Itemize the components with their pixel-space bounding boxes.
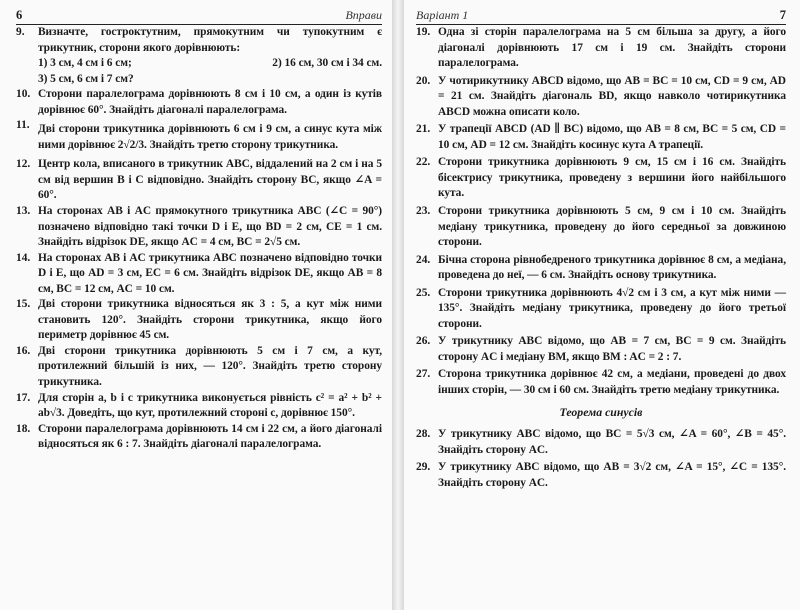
exercise-9-option-2: 2) 16 см, 30 см і 34 см. xyxy=(272,57,382,70)
left-running-head: Вправи xyxy=(345,8,382,22)
exercise-text: Визначте, гостроктутним, прямокутним чи тупокутним є трикутник, сторони якого дорівнюють: xyxy=(38,26,382,54)
exercise-number: 27. xyxy=(416,368,431,381)
exercise-15 xyxy=(16,297,382,344)
exercise-number: 15. xyxy=(16,298,31,311)
left-page-header xyxy=(16,6,382,25)
exercise-text: На сторонах AB і AC трикутника ABC позначено відповідно точки D і E, що AD = 3 см, EC = 6 см. Знайдіть відрізок DE, якщо AB = 8 см, BC = 12 см, AC = 10 см. xyxy=(38,251,382,295)
exercise-text: Сторони трикутника дорівнюють 4√2 см і 3 см, а кут між ними — 135°. Знайдіть медіану трикутника, проведену до його третьої сторони. xyxy=(438,286,786,330)
exercise-text: Дві сторони трикутника дорівнюють 5 см і 7 см, а кут, протилежний більшій із них, — 120°. Знайдіть третю сторону трикутника. xyxy=(38,344,382,389)
exercise-number: 22. xyxy=(416,156,431,169)
exercise-text: У трикутнику ABC відомо, що AB = 7 см, BC = 9 см. Знайдіть сторону AC і медіану BM, якщо BM : AC = 2 : 7. xyxy=(438,335,786,363)
exercise-number: 17. xyxy=(16,391,31,404)
exercise-number: 18. xyxy=(16,422,31,435)
exercise-9-options xyxy=(38,56,382,72)
exercise-text: Для сторін a, b і c трикутника виконується рівність c² = a² + b² + ab√3. Доведіть, що кут, протилежний стороні c, дорівнює 150°. xyxy=(38,391,382,420)
exercise-number: 11. xyxy=(16,119,30,132)
exercise-18 xyxy=(16,422,382,453)
exercise-26 xyxy=(416,334,786,365)
exercise-29 xyxy=(416,460,786,491)
right-running-head: Варіант 1 xyxy=(416,8,469,22)
exercise-text: Сторони паралелограма дорівнюють 14 см і 22 см, а його діагоналі відносяться як 6 : 7. Знайдіть діагоналі паралелограма. xyxy=(38,422,382,451)
exercise-number: 14. xyxy=(16,251,31,264)
left-page-number: 6 xyxy=(16,8,23,22)
exercise-24 xyxy=(416,253,786,284)
exercise-9-option-1: 1) 3 см, 4 см і 6 см; xyxy=(38,57,132,70)
exercise-number: 29. xyxy=(416,461,431,474)
exercise-number: 9. xyxy=(16,26,25,38)
section-title: Теорема синусів xyxy=(559,404,643,419)
exercise-25 xyxy=(416,286,786,333)
exercise-number: 24. xyxy=(416,253,431,266)
exercise-text: Дві сторони трикутника дорівнюють 6 см і 9 см, а синус кута між ними дорівнює 2√2/3. Знайдіть третю сторону трикутника. xyxy=(38,123,382,151)
exercise-21 xyxy=(416,122,786,153)
exercise-text: Сторона трикутника дорівнює 42 см, а медіани, проведені до двох інших сторін, — 30 см і 60 см. Знайдіть третю медіану трикутника. xyxy=(438,368,786,397)
right-page-body xyxy=(416,25,786,491)
exercise-number: 13. xyxy=(16,205,31,218)
exercise-text: Бічна сторона рівнобедреного трикутника дорівнює 8 см, а медіана, проведена до неї, — 6 см. Знайдіть основу трикутника. xyxy=(438,253,786,282)
exercise-22 xyxy=(416,155,786,202)
exercise-10 xyxy=(16,87,382,118)
exercise-text: У чотирикутнику ABCD відомо, що AB = BC = 10 см, CD = 9 см, AD = 21 см. Знайдіть діагональ BD, якщо навколо чотирикутника ABCD можна описати коло. xyxy=(438,74,786,118)
right-page-number: 7 xyxy=(779,8,786,22)
exercise-number: 10. xyxy=(16,88,31,101)
right-page-header xyxy=(416,6,786,25)
exercise-text: Сторони трикутника дорівнюють 5 см, 9 см і 10 см. Знайдіть медіану трикутника, проведену до його середньої за довжиною сторони. xyxy=(438,205,786,249)
exercise-19 xyxy=(416,25,786,72)
exercise-text: Центр кола, вписаного в трикутник ABC, віддалений на 2 см і на 5 см від вершин B і C відповідно. Знайдіть сторону BC, якщо ∠A = 60°. xyxy=(38,158,382,202)
exercise-number xyxy=(16,72,38,88)
book-gutter xyxy=(392,0,404,610)
exercise-number: 25. xyxy=(416,286,431,299)
exercise-23 xyxy=(416,204,786,251)
exercise-text: У трикутнику ABC відомо, що AB = 3√2 см, ∠A = 15°, ∠C = 135°. Знайдіть сторону AC. xyxy=(438,461,786,489)
exercise-27 xyxy=(416,367,786,398)
exercise-number: 12. xyxy=(16,158,31,171)
exercise-20 xyxy=(416,74,786,121)
exercise-number: 21. xyxy=(416,123,431,136)
exercise-number: 23. xyxy=(416,205,431,218)
exercise-text: Сторони паралелограма дорівнюють 8 см і 10 см, а один із кутів дорівнює 60°. Знайдіть діагоналі паралелограма. xyxy=(38,88,382,116)
exercise-16 xyxy=(16,344,382,391)
exercise-9-option-3: 3) 5 см, 6 см і 7 см? xyxy=(38,72,134,85)
exercise-28 xyxy=(416,427,786,458)
exercise-text: Одна зі сторін паралелограма на 5 см більша за другу, а його діагоналі дорівнюють 17 см і 19 см. Знайдіть сторони паралелограма. xyxy=(438,26,786,70)
right-page xyxy=(404,0,800,610)
exercise-13 xyxy=(16,204,382,251)
exercise-text: На сторонах AB і AC прямокутного трикутника ABC (∠C = 90°) позначено відповідно такі точки D і E, що BD = 2 см, CE = 1 см. Знайдіть відрізок DE, якщо AC = 4 см, BC = 2√5 см. xyxy=(38,205,382,249)
exercise-text: У трапеції ABCD (AD ∥ BC) відомо, що AB = 8 см, BC = 5 см, CD = 10 см, AD = 12 см. Знайдіть косинус кута A трапеції. xyxy=(438,123,786,151)
left-page xyxy=(0,0,392,610)
exercise-text: Сторони трикутника дорівнюють 9 см, 15 см і 16 см. Знайдіть бісектрису трикутника, проведену з вершини його найбільшого кута. xyxy=(438,156,786,200)
exercise-number: 26. xyxy=(416,335,431,348)
exercise-text: У трикутнику ABC відомо, що BC = 5√3 см, ∠A = 60°, ∠B = 45°. Знайдіть сторону AC. xyxy=(438,428,786,456)
exercise-17 xyxy=(16,391,382,422)
exercise-9 xyxy=(16,25,382,72)
left-page-body xyxy=(16,25,382,453)
exercise-number: 20. xyxy=(416,74,431,87)
exercise-9-option-3-row xyxy=(16,72,382,88)
exercise-text: Дві сторони трикутника відносяться як 3 : 5, а кут між ними становить 120°. Знайдіть сторони трикутника, якщо його периметр дорівнює 45 см. xyxy=(38,298,382,342)
exercise-number: 16. xyxy=(16,344,31,357)
exercise-number: 28. xyxy=(416,428,431,441)
exercise-number: 19. xyxy=(416,26,431,38)
exercise-14 xyxy=(16,251,382,298)
exercise-12 xyxy=(16,157,382,204)
exercise-11 xyxy=(16,118,382,157)
